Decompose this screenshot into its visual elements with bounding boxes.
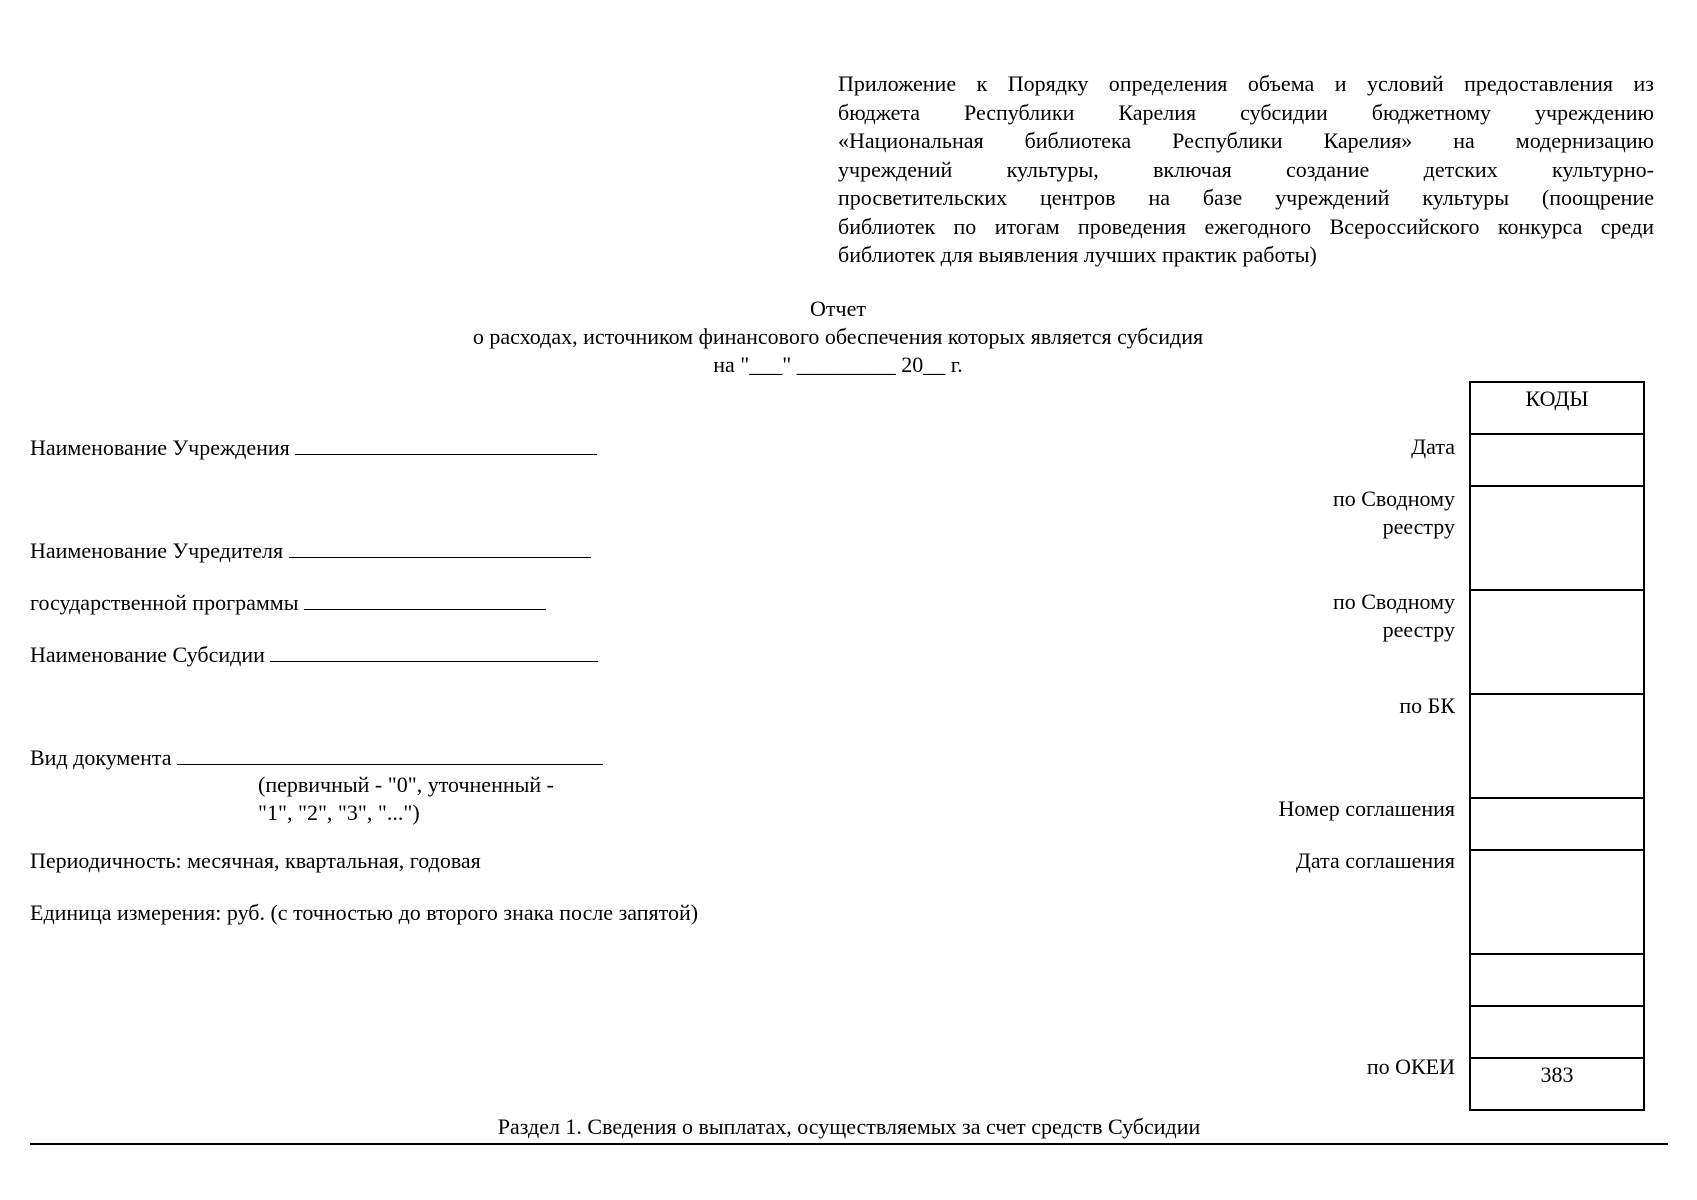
code-cell-okei: 383 — [1470, 1058, 1644, 1110]
founder-field — [30, 537, 591, 564]
doc-type-hint: "1", "2", "3", "...") — [258, 800, 420, 825]
code-cell-date[interactable] — [1470, 434, 1644, 486]
code-cell-bk[interactable] — [1470, 694, 1644, 798]
periodicity-text: Периодичность: месячная, квартальная, годовая — [30, 848, 481, 873]
founder-input-line[interactable] — [289, 537, 591, 558]
code-label-bk: по БК — [1399, 693, 1455, 718]
code-cell-empty[interactable] — [1470, 1006, 1644, 1058]
code-cell-empty[interactable] — [1470, 954, 1644, 1006]
code-label-registry: по Сводному — [1332, 589, 1455, 614]
doc-type-input-line[interactable] — [177, 744, 603, 765]
appendix-line: библиотек по итогам проведения ежегодного Всероссийского конкурса среди — [838, 213, 1654, 239]
section-divider — [30, 1143, 1668, 1145]
unit-text: Единица измерения: руб. (с точностью до второго знака после запятой) — [30, 900, 699, 925]
code-label-okei: по ОКЕИ — [1366, 1054, 1455, 1079]
appendix-note — [838, 70, 1654, 270]
report-date-line: на "___" _________ 20__ г. — [713, 352, 963, 377]
appendix-line: просветительских центров на базе учреждений культуры (поощрение — [838, 185, 1654, 210]
code-cell-registry[interactable] — [1470, 486, 1644, 590]
code-cell-registry[interactable] — [1470, 590, 1644, 694]
program-field — [30, 589, 546, 616]
doc-type-hint: (первичный - "0", уточненный - — [258, 772, 554, 797]
code-label-registry: реестру — [1382, 617, 1455, 642]
codes-table — [1469, 381, 1645, 1111]
institution-label: Наименование Учреждения — [30, 435, 290, 460]
appendix-line: Приложение к Порядку определения объема и условий предоставления из — [838, 71, 1654, 96]
code-label-registry: реестру — [1382, 514, 1455, 539]
program-input-line[interactable] — [304, 589, 546, 610]
subsidy-field — [30, 641, 598, 668]
code-label-agreement-number: Номер соглашения — [1278, 796, 1455, 821]
section-1-title: Раздел 1. Сведения о выплатах, осуществляемых за счет средств Субсидии — [497, 1114, 1201, 1139]
subsidy-input-line[interactable] — [270, 641, 598, 662]
report-title: Отчет — [810, 296, 866, 321]
founder-label: Наименование Учредителя — [30, 538, 284, 563]
code-label-agreement-date: Дата соглашения — [1295, 848, 1455, 873]
appendix-line: библиотек для выявления лучших практик работы) — [838, 242, 1317, 267]
doc-type-label: Вид документа — [30, 745, 172, 770]
code-cell-agreement-date[interactable] — [1470, 850, 1644, 954]
code-label-date: Дата — [1411, 434, 1455, 459]
doc-type-field — [30, 744, 603, 771]
appendix-line: «Национальная библиотека Республики Карелия» на модернизацию — [838, 128, 1654, 153]
report-subtitle: о расходах, источником финансового обеспечения которых является субсидия — [472, 324, 1204, 349]
code-cell-agreement-number[interactable] — [1470, 798, 1644, 850]
program-label: государственной программы — [30, 590, 299, 615]
subsidy-label: Наименование Субсидии — [30, 642, 265, 667]
appendix-line: учреждений культуры, включая создание детских культурно- — [838, 156, 1654, 182]
institution-field — [30, 434, 597, 461]
institution-input-line[interactable] — [295, 434, 597, 455]
codes-header: КОДЫ — [1470, 382, 1644, 434]
appendix-line: бюджета Республики Карелия субсидии бюджетному учреждению — [838, 99, 1654, 125]
code-label-registry: по Сводному — [1332, 486, 1455, 511]
